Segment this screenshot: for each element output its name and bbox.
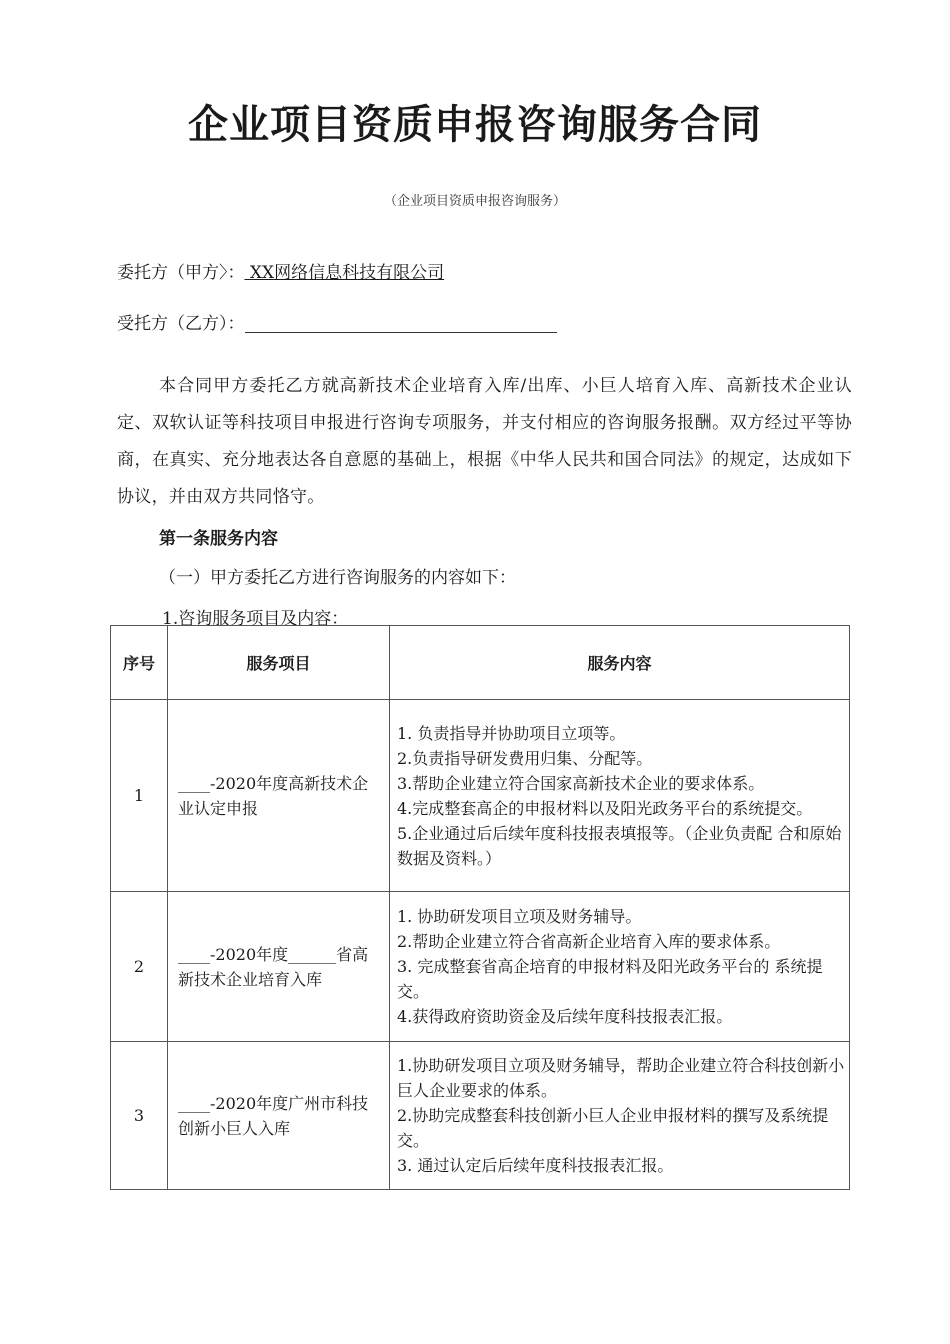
table-row xyxy=(111,700,850,892)
row-content xyxy=(390,700,850,892)
row-project: ____-2020年度广州市科技创新小巨人入库 xyxy=(168,1042,390,1190)
party-b-label: 受托方（乙方）： xyxy=(117,314,245,334)
row-content xyxy=(390,1042,850,1190)
content-line: 2.负责指导研发费用归集、分配等。 xyxy=(397,748,653,768)
content-line: 5.企业通过后后续年度科技报表填报等。（企业负责配 合和原始数据及资料。） xyxy=(397,823,842,868)
document-subtitle: （企业项目资质申报咨询服务） xyxy=(383,194,566,209)
row-project: ____-2020年度______省高新技术企业培育入库 xyxy=(168,892,390,1042)
table-row xyxy=(111,1042,850,1190)
row-number: 2 xyxy=(111,892,168,1042)
header-seq: 序号 xyxy=(111,626,168,700)
party-b-blank xyxy=(245,314,557,333)
row-content xyxy=(390,892,850,1042)
service-table xyxy=(110,625,850,1190)
party-a-label: 委托方（甲方〉： xyxy=(117,263,245,283)
row-project: ____-2020年度高新技术企业认定申报 xyxy=(168,700,390,892)
section-heading: 第一条服务内容 xyxy=(159,529,278,549)
section-subitem: 1.咨询服务项目及内容： xyxy=(162,609,349,629)
content-line: 1.协助研发项目立项及财务辅导，帮助企业建立符合科技创新小巨人企业要求的体系。 xyxy=(397,1056,845,1100)
row-number: 1 xyxy=(111,700,168,892)
party-a-name: XX网络信息科技有限公司 xyxy=(244,263,445,283)
content-line: 4.获得政府资助资金及后续年度科技报表汇报。 xyxy=(397,1007,733,1026)
party-b-line xyxy=(117,309,557,334)
table-row xyxy=(111,892,850,1042)
content-line: 1. 协助研发项目立项及财务辅导。 xyxy=(397,907,642,926)
content-line: 2.协助完成整套科技创新小巨人企业申报材料的撰写及系统提交。 xyxy=(397,1106,829,1150)
header-content: 服务内容 xyxy=(390,626,850,700)
content-line: 4.完成整套高企的申报材料以及阳光政务平台的系统提交。 xyxy=(397,798,813,818)
content-line: 3. 完成整套省高企培育的申报材料及阳光政务平台的 系统提交。 xyxy=(397,957,823,1001)
table-header-row xyxy=(111,626,850,700)
row-number: 3 xyxy=(111,1042,168,1190)
document-title: 企业项目资质申报咨询服务合同 xyxy=(188,102,762,148)
content-line: 3. 通过认定后后续年度科技报表汇报。 xyxy=(397,1156,674,1175)
party-a-line xyxy=(117,258,444,283)
content-line: 1. 负责指导并协助项目立项等。 xyxy=(397,723,626,743)
header-project: 服务项目 xyxy=(168,626,390,700)
content-line: 2.帮助企业建立符合省高新企业培育入库的要求体系。 xyxy=(397,932,781,951)
content-line: 3.帮助企业建立符合国家高新技术企业的要求体系。 xyxy=(397,773,765,793)
section-item: （一）甲方委托乙方进行咨询服务的内容如下： xyxy=(159,568,516,588)
intro-paragraph: 本合同甲方委托乙方就高新技术企业培育入库/出库、小巨人培育入库、高新技术企业认定、双软认证等科技项目申报进行咨询专项服务，并支付相应的咨询服务报酬。双方经过平等协商，在真实、充分地表达各自意愿的基础上，根据《中华人民共和国合同法》的规定，达成如下协议，并由双方共同恪守。 xyxy=(117,376,852,507)
